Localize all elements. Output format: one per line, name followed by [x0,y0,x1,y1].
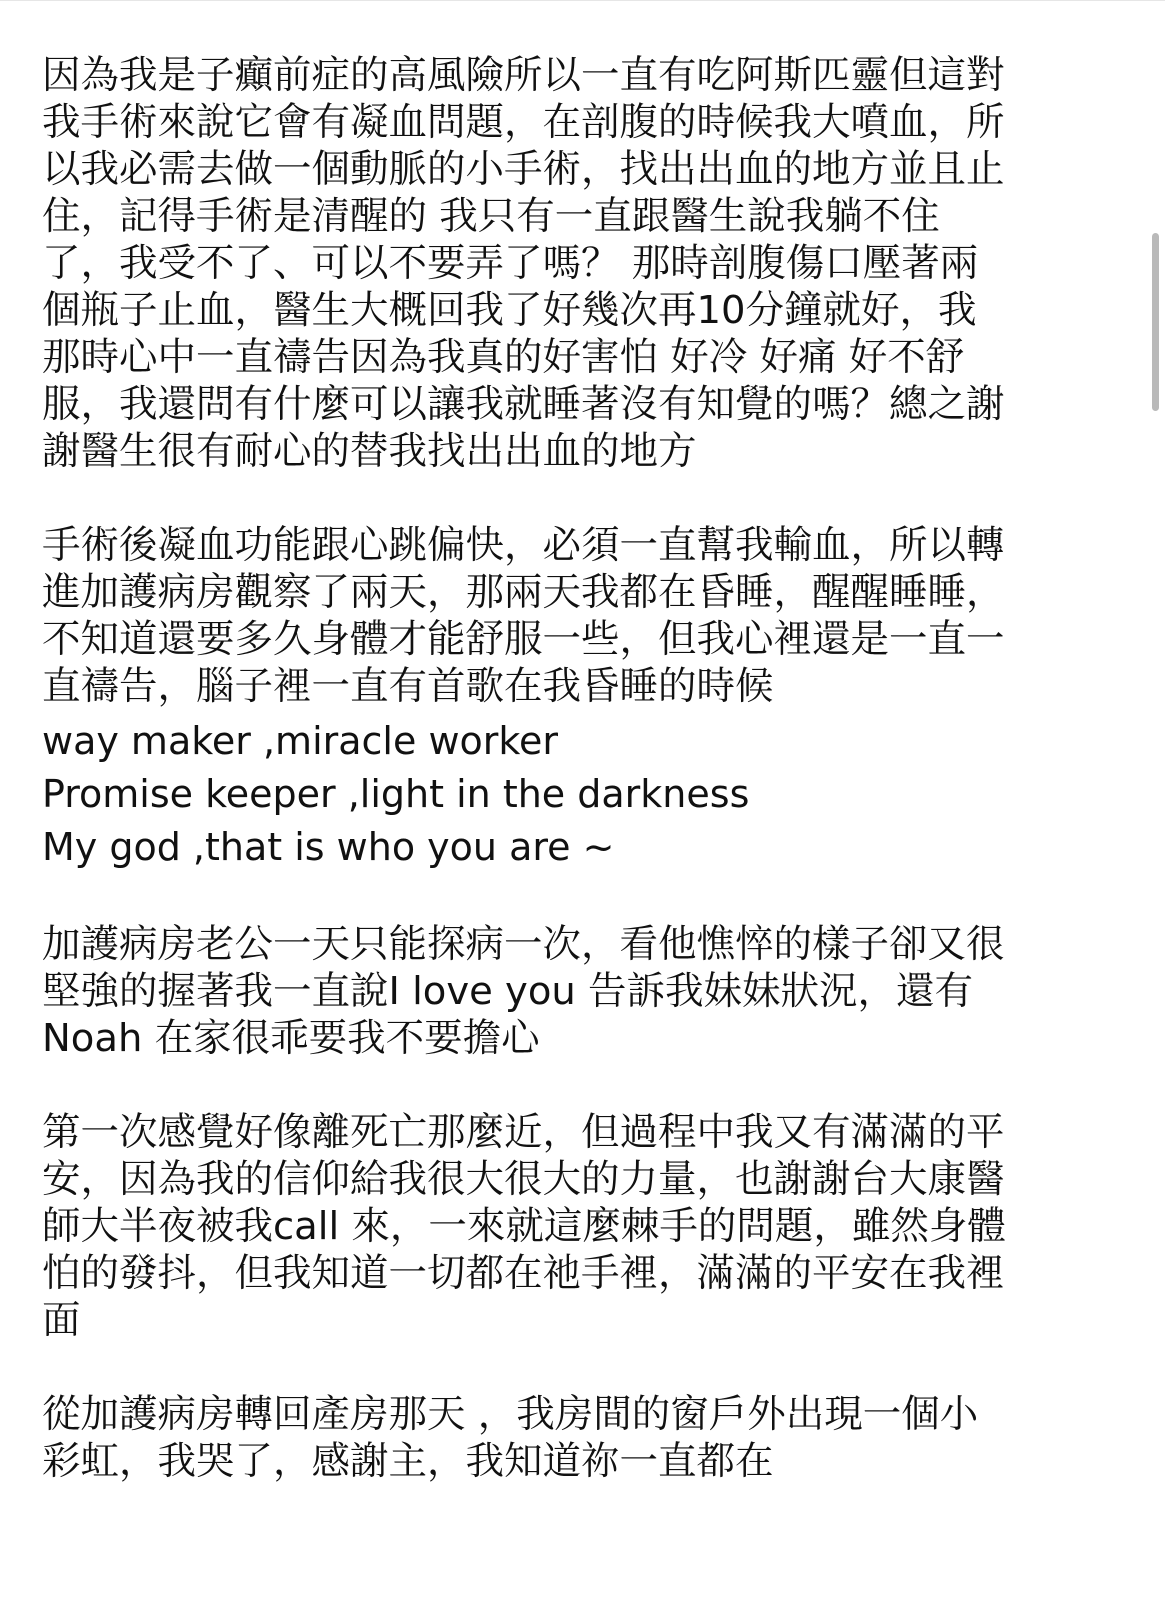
paragraph-husband: 加護病房老公一天只能探病一次，看他憔悴的樣子卻又很 堅強的握著我一直說I love you 告訴我妹妹狀況，還有 Noah 在家很乖要我不要擔心 [42,922,1005,1061]
paragraph-rainbow: 從加護病房轉回產房那天 ，我房間的窗戶外出現一個小 彩虹，我哭了，感謝主，我知道祢一直都在 [42,1392,979,1484]
paragraph-faith: 第一次感覺好像離死亡那麼近，但過程中我又有滿滿的平 安，因為我的信仰給我很大很大的力量，也謝謝台大康醫 師大半夜被我call 來，一來就這麼棘手的問題，雖然身體 怕的發抖，但我知道一切都在祂手裡，滿滿的平安在我裡 面 [42,1110,1006,1343]
paragraph-surgery: 因為我是子癲前症的高風險所以一直有吃阿斯匹靈但這對 我手術來說它會有凝血問題，在剖腹的時候我大噴血，所 以我必需去做一個動脈的小手術，找出出血的地方並且止 住，記得手術是清醒的 我只有一直跟醫生說我躺不住 了，我受不了、可以不要弄了嗎？ 那時剖腹傷口壓著兩 個瓶子止血，醫生大概回我了好幾次再10分鐘就好，我 那時心中一直禱告因為我真的好害怕 好冷 好痛 好不舒 服，我還問有什麼可以讓我就睡著沒有知覺的嗎？總之謝 謝醫生很有耐心的替我找出出血的地方 [42,53,1005,474]
post-body [42,52,1112,1485]
scrollbar-thumb[interactable] [1152,233,1159,411]
scrollbar[interactable] [1143,0,1165,1620]
lyric-line: My god ,that is who you are ~ [42,825,615,869]
paragraph-icu: 手術後凝血功能跟心跳偏快，必須一直幫我輸血，所以轉 進加護病房觀察了兩天，那兩天我都在昏睡，醒醒睡睡， 不知道還要多久身體才能舒服一些，但我心裡還是一直一 直禱告，腦子裡一直有首歌在我昏睡的時候 [42,523,1005,709]
top-divider [0,0,1165,1]
lyric-line: Promise keeper ,light in the darkness [42,772,750,816]
lyric-line: way maker ,miracle worker [42,719,559,763]
song-lyrics [42,715,1112,874]
